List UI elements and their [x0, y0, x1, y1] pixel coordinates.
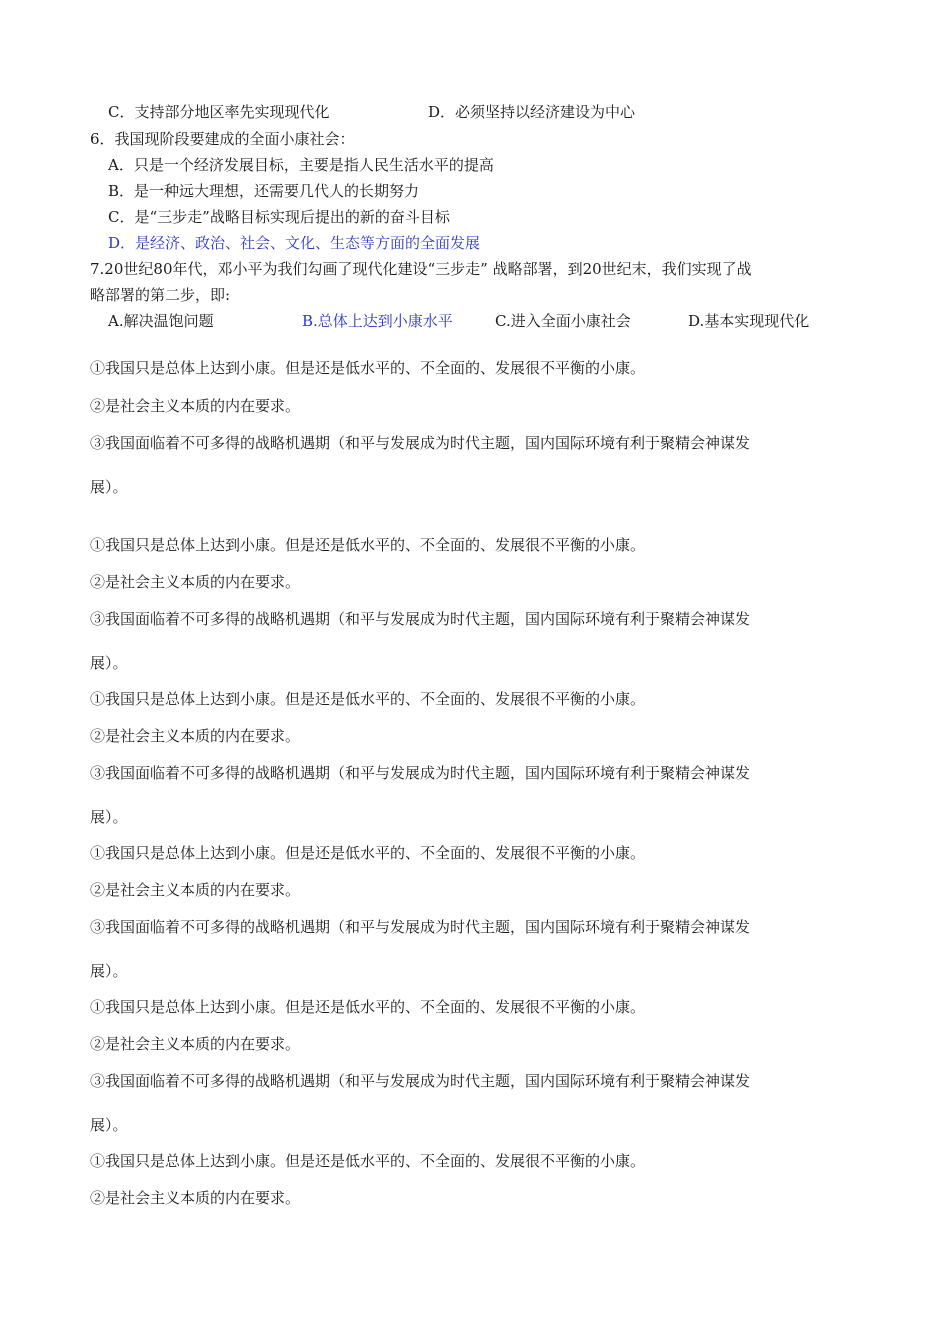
option-c: C．支持部分地区率先实现现代化: [108, 103, 330, 121]
question-7-option-c: C.进入全面小康社会: [495, 312, 631, 330]
repeat-point-3-cont: 展）。: [90, 478, 128, 496]
repeat-point-3-cont: 展）。: [90, 1116, 128, 1134]
repeat-point-2: ②是社会主义本质的内在要求。: [90, 727, 301, 745]
repeat-point-2: ②是社会主义本质的内在要求。: [90, 397, 301, 415]
repeat-point-3: ③我国面临着不可多得的战略机遇期（和平与发展成为时代主题，国内国际环境有利于聚精会神谋发: [90, 610, 751, 628]
repeat-point-3-cont: 展）。: [90, 808, 128, 826]
repeat-point-2: ②是社会主义本质的内在要求。: [90, 1035, 301, 1053]
repeat-point-3-cont: 展）。: [90, 962, 128, 980]
question-7-option-b-answer: B.总体上达到小康水平: [302, 312, 453, 330]
repeat-point-1: ①我国只是总体上达到小康。但是还是低水平的、不全面的、发展很不平衡的小康。: [90, 844, 646, 862]
repeat-point-1: ①我国只是总体上达到小康。但是还是低水平的、不全面的、发展很不平衡的小康。: [90, 1152, 646, 1170]
repeat-point-3: ③我国面临着不可多得的战略机遇期（和平与发展成为时代主题，国内国际环境有利于聚精会神谋发: [90, 1072, 751, 1090]
repeat-point-3: ③我国面临着不可多得的战略机遇期（和平与发展成为时代主题，国内国际环境有利于聚精会神谋发: [90, 918, 751, 936]
repeat-point-2: ②是社会主义本质的内在要求。: [90, 1189, 301, 1207]
repeat-point-3-cont: 展）。: [90, 654, 128, 672]
repeat-point-1: ①我国只是总体上达到小康。但是还是低水平的、不全面的、发展很不平衡的小康。: [90, 536, 646, 554]
repeat-point-3: ③我国面临着不可多得的战略机遇期（和平与发展成为时代主题，国内国际环境有利于聚精会神谋发: [90, 764, 751, 782]
question-6-option-a: A．只是一个经济发展目标，主要是指人民生活水平的提高: [108, 156, 494, 174]
repeat-point-1: ①我国只是总体上达到小康。但是还是低水平的、不全面的、发展很不平衡的小康。: [90, 998, 646, 1016]
repeat-point-2: ②是社会主义本质的内在要求。: [90, 881, 301, 899]
repeat-point-1: ①我国只是总体上达到小康。但是还是低水平的、不全面的、发展很不平衡的小康。: [90, 690, 646, 708]
question-6-option-c: C．是“三步走”战略目标实现后提出的新的奋斗目标: [108, 208, 450, 226]
repeat-point-2: ②是社会主义本质的内在要求。: [90, 573, 301, 591]
question-6-option-d-answer: D．是经济、政治、社会、文化、生态等方面的全面发展: [108, 234, 481, 252]
question-7-stem-line2: 略部署的第二步，即:: [90, 286, 231, 304]
question-6-stem: 6．我国现阶段要建成的全面小康社会：: [90, 130, 355, 148]
question-7-option-d: D.基本实现现代化: [688, 312, 810, 330]
repeat-point-3: ③我国面临着不可多得的战略机遇期（和平与发展成为时代主题，国内国际环境有利于聚精会神谋发: [90, 434, 751, 452]
question-7-option-a: A.解决温饱问题: [108, 312, 214, 330]
question-6-option-b: B．是一种远大理想，还需要几代人的长期努力: [108, 182, 420, 200]
question-7-stem-line1: 7.20世纪80年代，邓小平为我们勾画了现代化建设“三步走” 战略部署，到20世纪末，我们实现了战: [90, 260, 752, 278]
repeat-point-1: ①我国只是总体上达到小康。但是还是低水平的、不全面的、发展很不平衡的小康。: [90, 359, 646, 377]
option-d: D．必须坚持以经济建设为中心: [428, 103, 636, 121]
